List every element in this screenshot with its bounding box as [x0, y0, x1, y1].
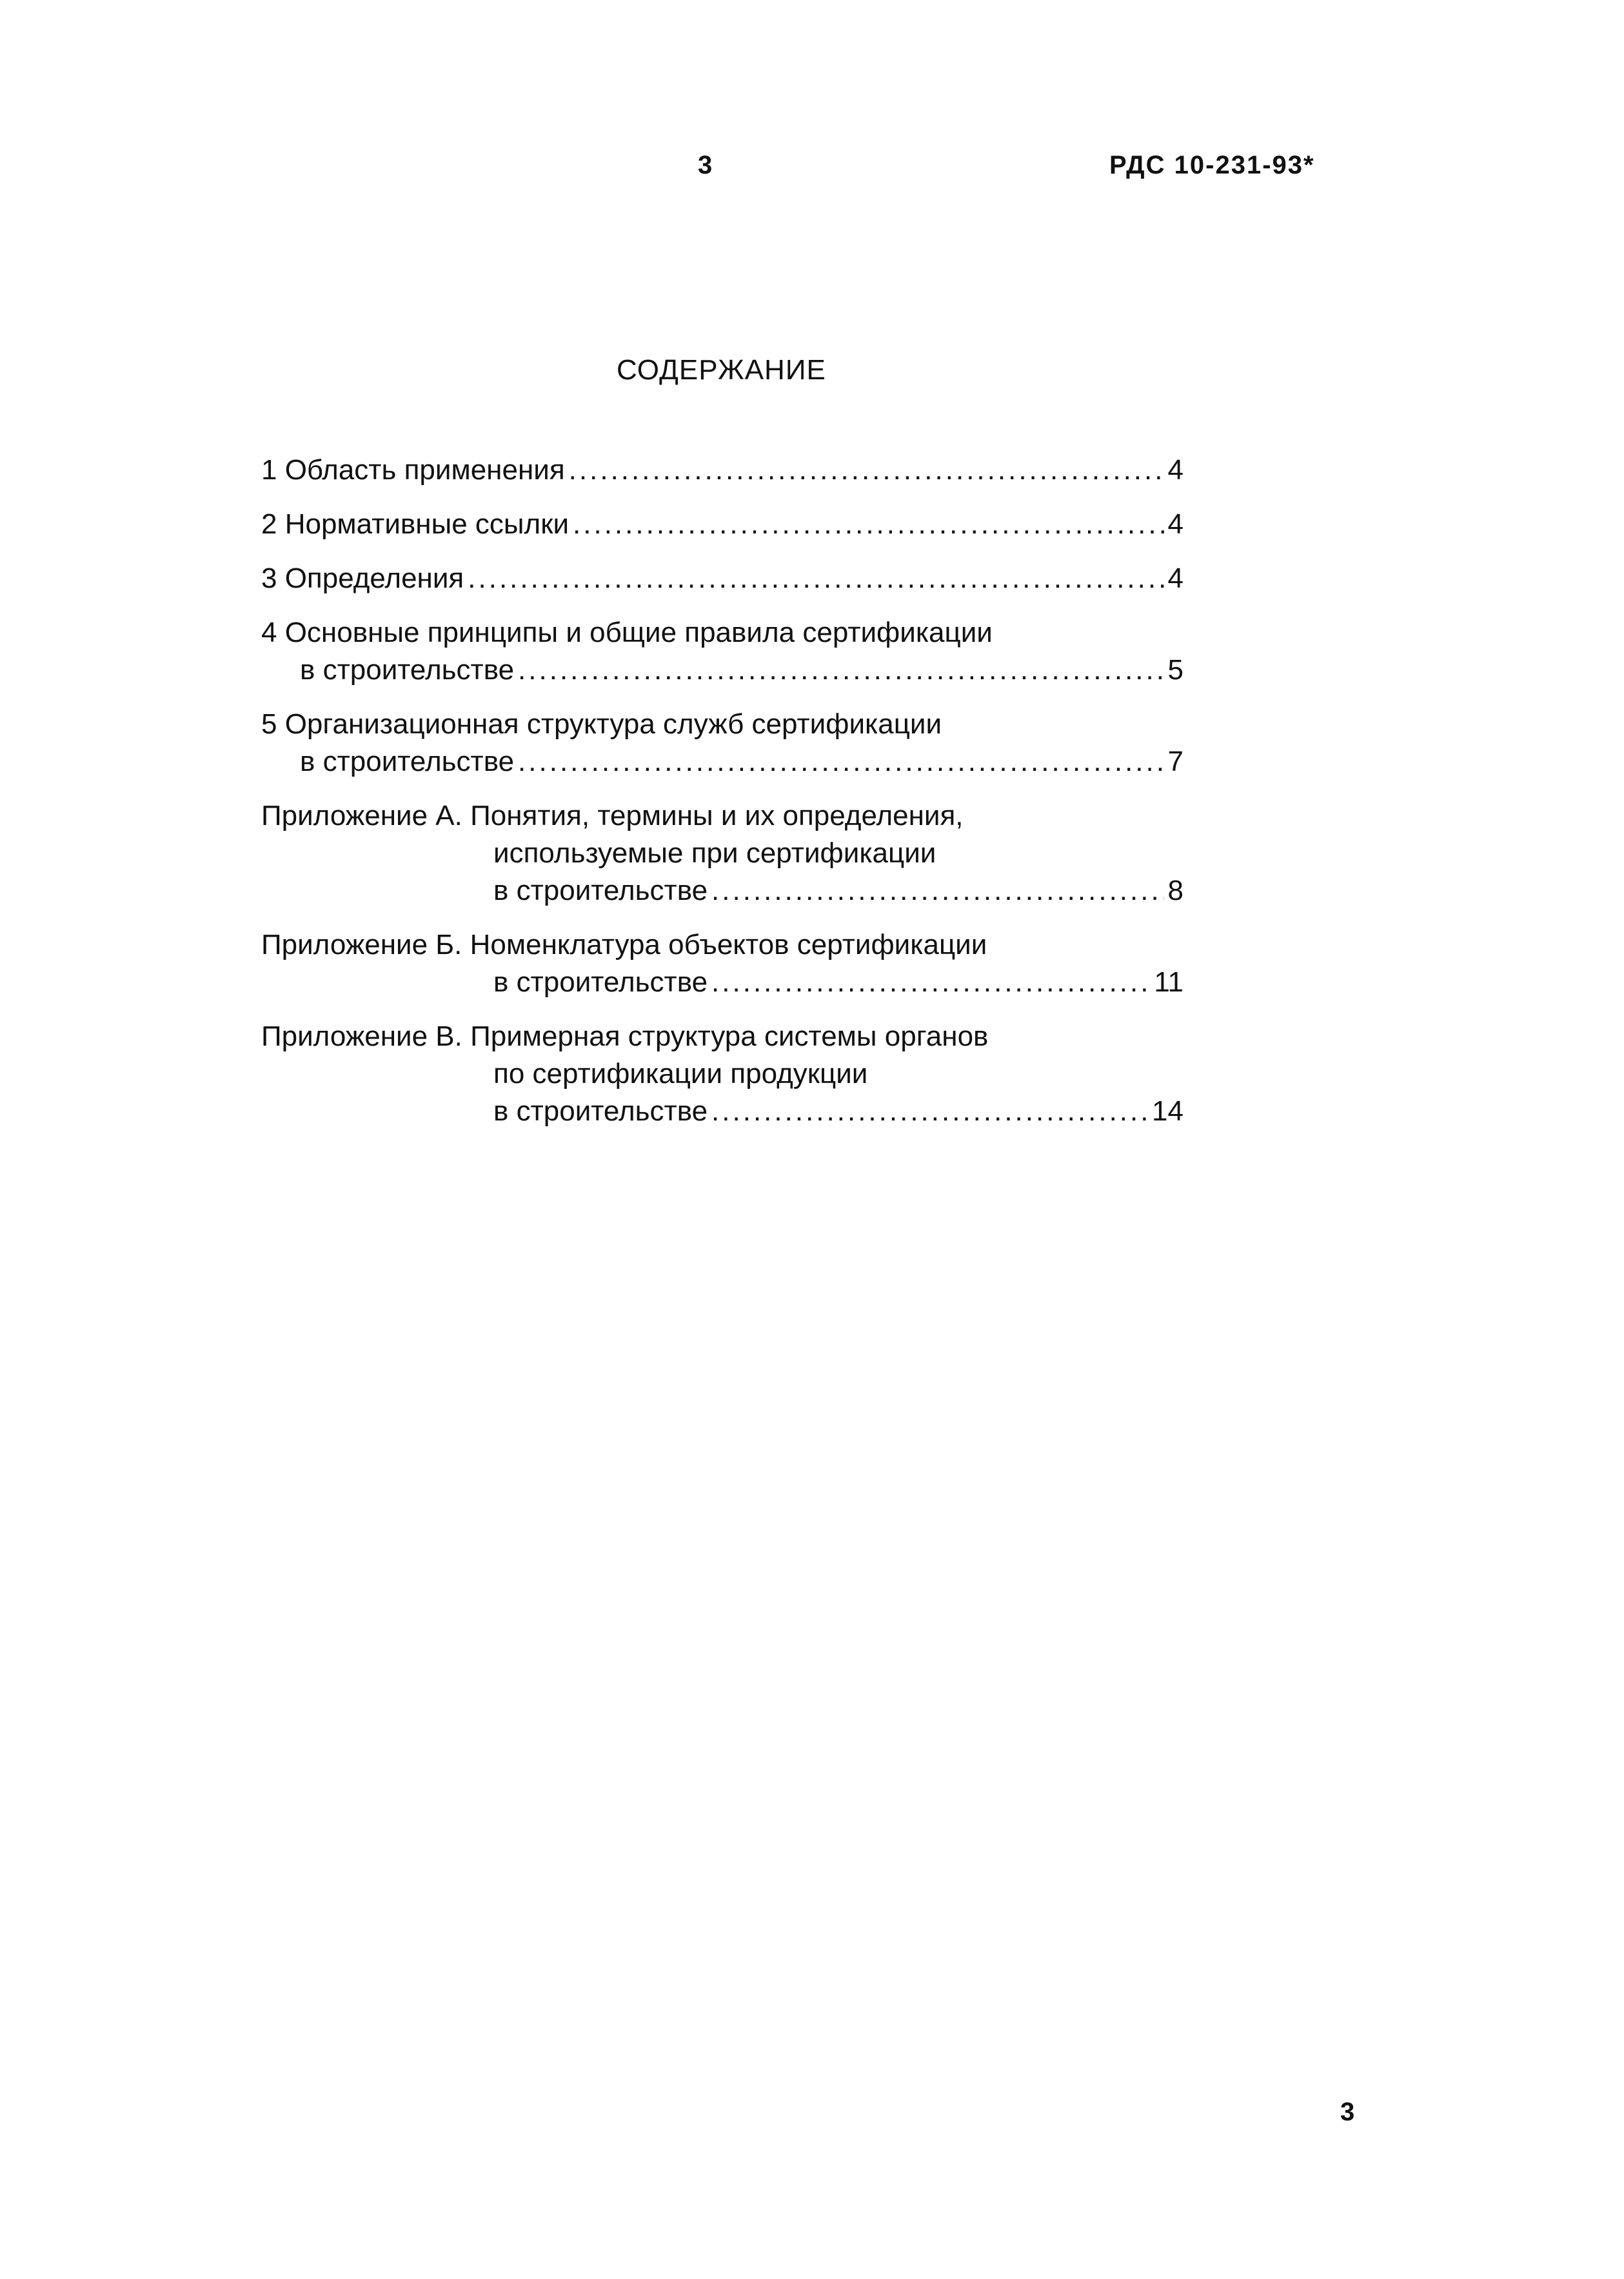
toc-entry-line: [261, 560, 1183, 597]
toc-entry-line: [261, 743, 1183, 781]
toc-entry[interactable]: [261, 452, 1183, 489]
toc-entry[interactable]: [261, 614, 1183, 689]
toc-entry-text: в строительстве: [493, 1095, 708, 1127]
toc-entry[interactable]: [261, 797, 1183, 910]
toc-entry[interactable]: [261, 1018, 1183, 1130]
toc-entry-page: 11: [1154, 966, 1183, 998]
toc-entry-line: [261, 1018, 1183, 1055]
toc-leader-dots: [569, 452, 1164, 489]
toc-entry-text: Приложение В. Примерная структура системы органов: [261, 1020, 989, 1052]
toc-entry-line: [261, 1055, 1183, 1093]
toc-entry-text: 1 Область применения: [261, 454, 565, 486]
toc-entry-text: в строительстве: [300, 746, 515, 777]
toc-entry-text: 4 Основные принципы и общие правила сертификации: [261, 617, 993, 648]
toc-entry-line: [261, 872, 1183, 910]
toc-entry-text: в строительстве: [300, 654, 515, 686]
document-code: РДС 10-231-93*: [1109, 151, 1315, 179]
toc-entry-line: [261, 652, 1183, 689]
toc-leader-dots: [573, 506, 1164, 543]
toc-entry-text: в строительстве: [493, 966, 708, 998]
toc-entry-page: 4: [1167, 454, 1183, 486]
toc-entry-text: Приложение А. Понятия, термины и их определения,: [261, 800, 964, 831]
toc-entry-line: [261, 506, 1183, 543]
footer-page-number: 3: [1340, 2098, 1355, 2126]
toc-entry-text: в строительстве: [493, 875, 708, 906]
toc-entry-text: по сертификации продукции: [493, 1058, 868, 1090]
toc-entry-page: 4: [1167, 508, 1183, 540]
header-page-number: 3: [698, 151, 713, 179]
toc-entry-page: 14: [1152, 1095, 1183, 1127]
toc-entry-page: 5: [1167, 654, 1183, 686]
toc-entry-line: [261, 835, 1183, 872]
toc-entry-page: 8: [1167, 875, 1183, 906]
toc-leader-dots: [468, 560, 1164, 597]
toc-entry[interactable]: [261, 706, 1183, 781]
toc-entry[interactable]: [261, 560, 1183, 597]
toc-entry-line: [261, 1093, 1183, 1130]
toc-entry-text: 5 Организационная структура служб сертификации: [261, 708, 942, 740]
toc-entry-text: 2 Нормативные ссылки: [261, 508, 569, 540]
toc-entry-text: Приложение Б. Номенклатура объектов сертификации: [261, 929, 987, 960]
toc-entry-line: [261, 706, 1183, 743]
toc-leader-dots: [518, 652, 1164, 689]
toc-entry[interactable]: [261, 506, 1183, 543]
toc-entry-line: [261, 452, 1183, 489]
toc-title: СОДЕРЖАНИЕ: [617, 354, 826, 386]
toc-leader-dots: [711, 1093, 1148, 1130]
toc-entry-line: [261, 926, 1183, 964]
toc-entry-line: [261, 614, 1183, 652]
toc-entry-page: 7: [1167, 746, 1183, 777]
toc-entry-line: [261, 964, 1183, 1001]
toc-entry-line: [261, 797, 1183, 835]
toc-entry[interactable]: [261, 926, 1183, 1001]
toc-entry-text: используемые при сертификации: [493, 837, 936, 869]
toc-leader-dots: [518, 743, 1164, 781]
table-of-contents: [261, 452, 1183, 1130]
toc-entry-page: 4: [1167, 562, 1183, 594]
toc-leader-dots: [711, 872, 1164, 910]
toc-leader-dots: [711, 964, 1150, 1001]
toc-entry-text: 3 Определения: [261, 562, 464, 594]
